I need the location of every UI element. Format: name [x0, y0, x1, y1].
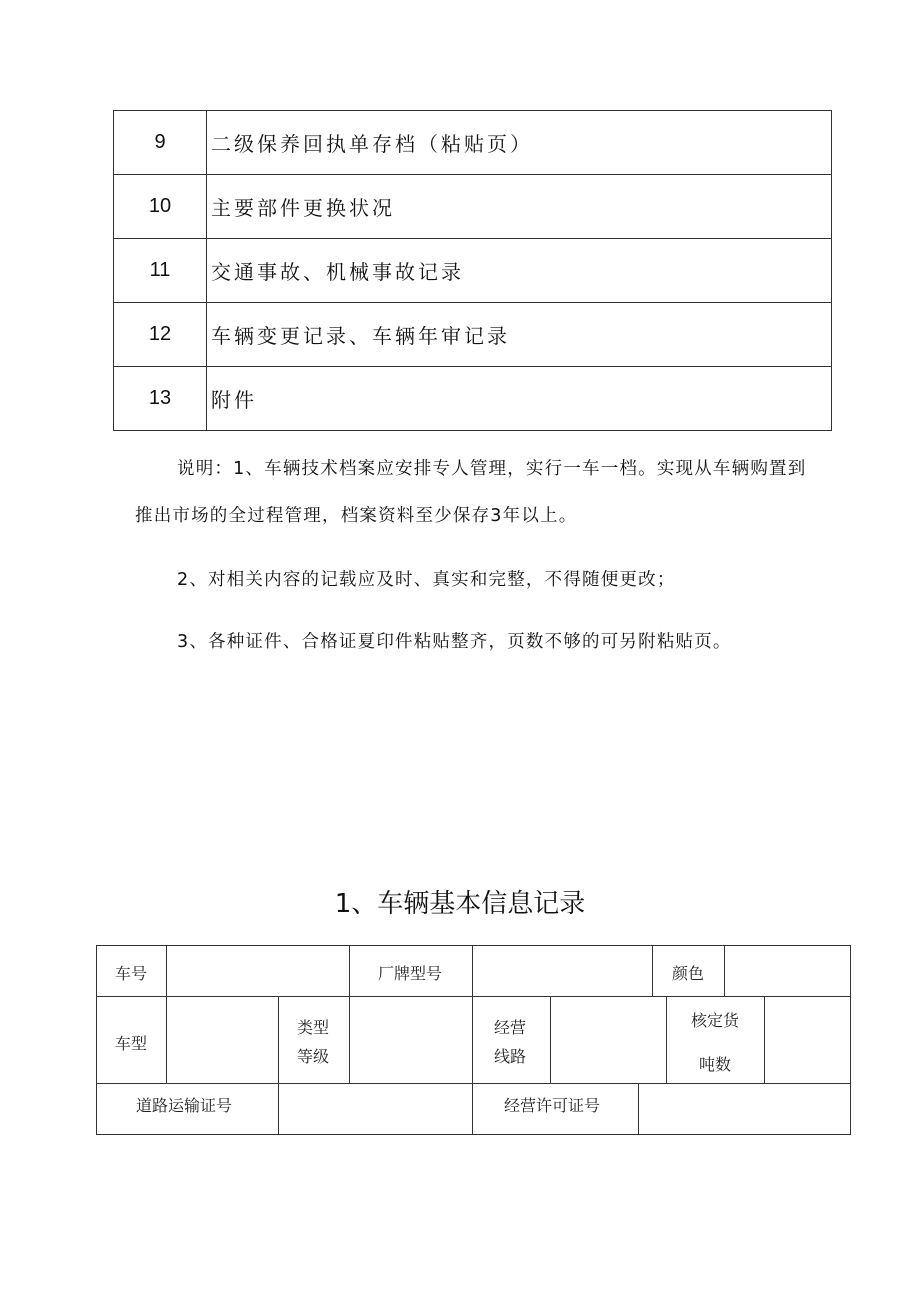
grid-line	[96, 1134, 851, 1135]
grid-line	[472, 945, 473, 996]
route-label-line-1: 经营	[494, 1018, 527, 1037]
grid-line	[278, 996, 279, 1083]
grid-line	[472, 996, 473, 1083]
vehicle-type-label: 车型	[115, 1034, 148, 1053]
route-label-line-2: 线路	[494, 1047, 527, 1066]
grid-line	[550, 996, 551, 1083]
grid-line	[349, 996, 350, 1083]
tonnage-label-line-2: 吨数	[699, 1055, 732, 1074]
grid-line	[96, 945, 851, 946]
grid-line	[850, 945, 851, 1135]
class-label-line-2: 等级	[297, 1047, 330, 1066]
row-item: 主要部件更换状况	[207, 175, 832, 239]
road-transport-cert-label: 道路运输证号	[136, 1096, 233, 1115]
grid-line	[764, 996, 765, 1083]
grid-line	[349, 945, 350, 996]
row-number: 11	[114, 239, 207, 303]
color-label: 颜色	[672, 964, 705, 983]
note-1-line-2: 推出市场的全过程管理，档案资料至少保存3年以上。	[135, 506, 578, 526]
grid-line	[638, 1083, 639, 1134]
row-item: 附件	[207, 367, 832, 431]
row-number: 10	[114, 175, 207, 239]
grid-line	[278, 1083, 279, 1134]
grid-line	[666, 996, 667, 1083]
grid-line	[472, 1083, 473, 1134]
grid-line	[724, 945, 725, 996]
grid-line	[652, 945, 653, 996]
brand-model-label: 厂牌型号	[378, 964, 443, 983]
row-item: 交通事故、机械事故记录	[207, 239, 832, 303]
row-item: 二级保养回执单存档（粘贴页）	[207, 111, 832, 175]
note-2: 2、对相关内容的记载应及时、真实和完整，不得随便更改；	[177, 570, 676, 590]
row-number: 13	[114, 367, 207, 431]
grid-line	[96, 1083, 851, 1084]
row-item: 车辆变更记录、车辆年审记录	[207, 303, 832, 367]
plate-number-label: 车号	[115, 964, 148, 983]
grid-line	[166, 996, 167, 1083]
grid-line	[96, 945, 97, 1135]
section-title: 1、车辆基本信息记录	[334, 889, 586, 919]
row-number: 9	[114, 111, 207, 175]
note-1-line-1: 说明：1、车辆技术档案应安排专人管理，实行一车一档。实现从车辆购置到	[177, 459, 807, 479]
class-label-line-1: 类型	[297, 1018, 330, 1037]
tonnage-label-line-1: 核定货	[691, 1011, 740, 1030]
grid-line	[166, 945, 167, 996]
grid-line	[96, 996, 851, 997]
note-3: 3、各种证件、合格证夏印件粘贴整齐，页数不够的可另附粘贴页。	[177, 632, 732, 652]
business-license-label: 经营许可证号	[504, 1096, 601, 1115]
row-number: 12	[114, 303, 207, 367]
